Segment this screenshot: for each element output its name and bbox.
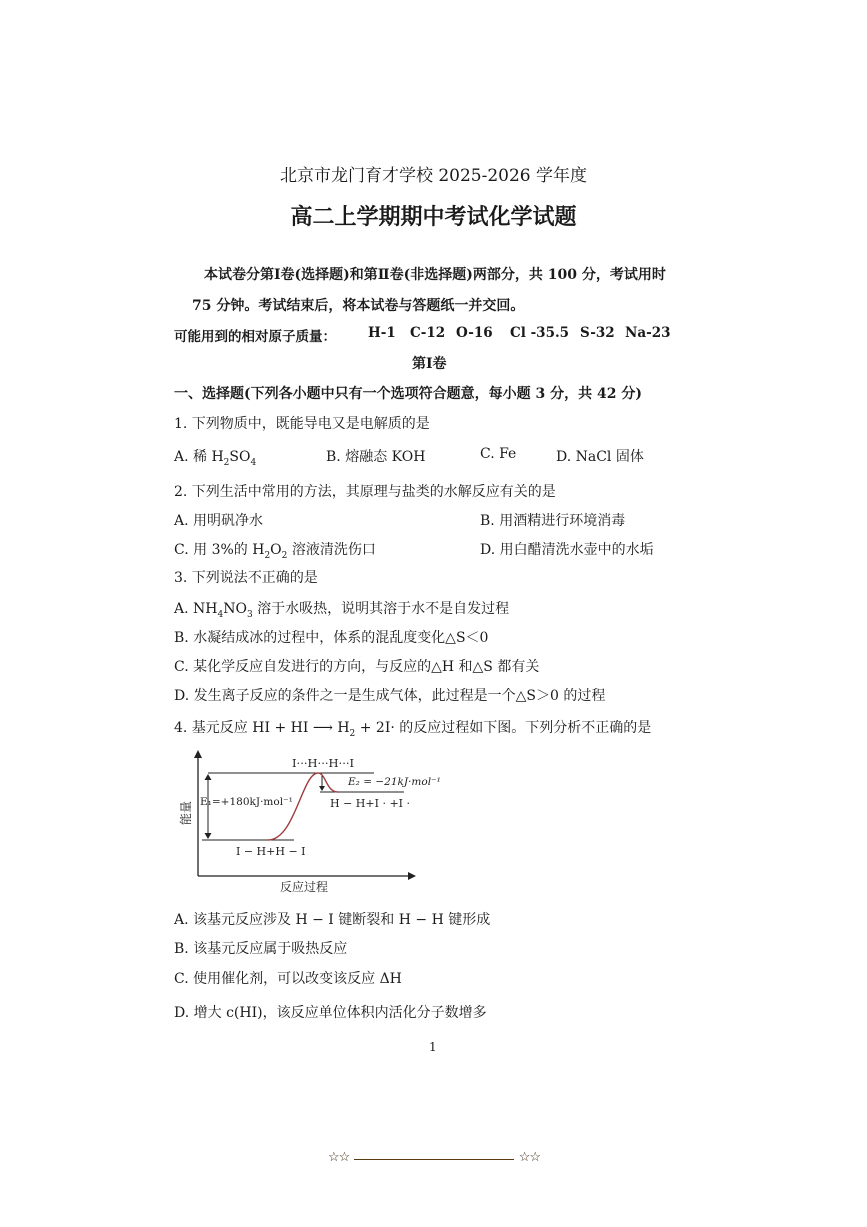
exam-title: 高二上学期期中考试化学试题: [290, 204, 577, 230]
q2-option-d: D. 用白醋清洗水壶中的水垢: [480, 542, 654, 558]
q4-stem: 4. 基元反应 HI + HI ⟶ $H_2 + 2I\cdot$ 的反应过程如下图。下列分析不正确的是: [174, 720, 652, 739]
atomic-mass-cl: Cl -35.5: [510, 325, 570, 341]
e1-arrow-down: [205, 833, 212, 839]
q2-option-c: C. 用 3%的 $H_2O_2$ 溶液清洗伤口: [174, 542, 376, 561]
transition-state-label: I···H···H···I: [292, 756, 355, 770]
q1-option-a: A. 稀 $H_2SO_4$: [174, 449, 257, 468]
q4-option-c: C. 使用催化剂，可以改变该反应 ΔH: [174, 971, 402, 987]
q1-option-d: D. NaCl 固体: [556, 449, 644, 465]
intro-line-2: 75 分钟。考试结束后，将本试卷与答题纸一并交回。: [192, 298, 525, 314]
e2-label: E₂ = −21kJ·mol⁻¹: [348, 776, 441, 788]
x-axis-arrow: [408, 872, 416, 880]
e1-label: E₁=+180kJ·mol⁻¹: [200, 796, 293, 808]
q1-option-b: B. 熔融态 KOH: [326, 449, 426, 465]
volume-heading: 第Ⅰ卷: [412, 356, 447, 372]
atomic-mass-s: S-32: [580, 325, 615, 341]
e1-arrow-up: [205, 774, 212, 780]
y-axis-arrow: [194, 750, 202, 758]
q1-option-c: C. Fe: [480, 446, 517, 462]
school-year-line: 北京市龙门育才学校 2025-2026 学年度: [279, 166, 588, 186]
star-icon-left: ☆☆: [328, 1150, 350, 1165]
star-icon-right: ☆☆: [518, 1150, 540, 1165]
reactant-label: I − H+H − I: [236, 845, 306, 858]
q3-option-c: C. 某化学反应自发进行的方向，与反应的△H 和△S 都有关: [174, 659, 540, 675]
q3-option-a: A. $NH_4NO_3$ 溶于水吸热，说明其溶于水不是自发过程: [174, 601, 510, 620]
q2-option-b: B. 用酒精进行环境消毒: [480, 513, 626, 529]
energy-profile-diagram: [170, 745, 470, 895]
atomic-mass-c: C-12: [410, 325, 446, 341]
intro-line-1: 本试卷分第Ⅰ卷(选择题)和第Ⅱ卷(非选择题)两部分，共 100 分，考试用时: [204, 267, 666, 283]
q3-stem: 3. 下列说法不正确的是: [174, 570, 318, 586]
e2-arrow-down: [319, 786, 325, 791]
q4-option-a: A. 该基元反应涉及 H − I 键断裂和 H − H 键形成: [174, 912, 491, 928]
q1-stem: 1. 下列物质中，既能导电又是电解质的是: [174, 416, 430, 432]
atomic-mass-na: Na-23: [625, 325, 671, 341]
footer-ornament: [328, 1150, 540, 1168]
atomic-mass-label: 可能用到的相对原子质量：: [174, 329, 336, 345]
page-number: 1: [429, 1040, 437, 1054]
atomic-mass-o: O-16: [456, 325, 493, 341]
q4-emphasis: 不正确: [581, 720, 624, 736]
q2-option-a: A. 用明矾净水: [174, 513, 264, 529]
q3-emphasis: 不正确: [247, 570, 290, 586]
atomic-mass-h: H-1: [368, 325, 396, 341]
q2-stem: 2. 下列生活中常用的方法，其原理与盐类的水解反应有关的是: [174, 484, 556, 500]
footer-divider: [354, 1159, 514, 1160]
x-axis-label: 反应过程: [280, 880, 329, 894]
q4-option-b: B. 该基元反应属于吸热反应: [174, 941, 348, 957]
q3-option-b: B. 水凝结成冰的过程中，体系的混乱度变化△S＜0: [174, 630, 489, 646]
q3-option-d: D. 发生离子反应的条件之一是生成气体，此过程是一个△S＞0 的过程: [174, 688, 606, 704]
section-heading: 一、选择题(下列各小题中只有一个选项符合题意，每小题 3 分，共 42 分): [174, 386, 642, 402]
q4-option-d: D. 增大 c(HI)，该反应单位体积内活化分子数增多: [174, 1005, 487, 1021]
product-label: H − H+I · +I ·: [330, 797, 411, 810]
y-axis-label: 能量: [179, 800, 193, 825]
